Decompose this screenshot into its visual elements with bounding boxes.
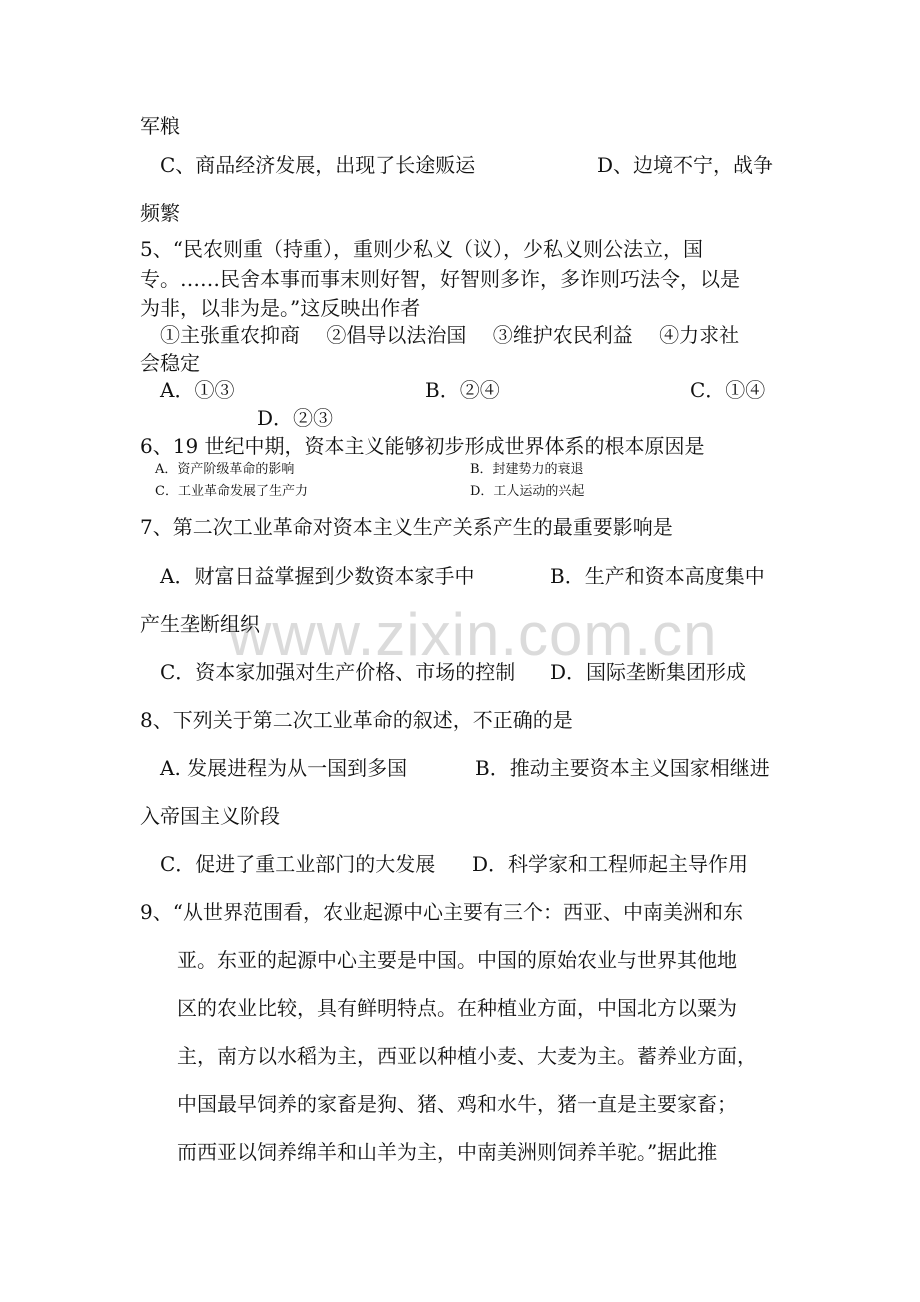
q5-stem-1: 5、“民农则重（持重），重则少私义（议），少私义则公法立，国 — [140, 237, 703, 261]
q8-stem: 8、下列关于第二次工业革命的叙述，不正确的是 — [140, 708, 573, 732]
q9-line: 中国最早饲养的家畜是狗、猪、鸡和水牛，猪一直是主要家畜； — [177, 1092, 737, 1116]
q4-continuation: 军粮 — [140, 114, 180, 138]
q5-option-a: A．①③ — [160, 378, 235, 402]
q8-option-d: D．科学家和工程师起主导作用 — [472, 852, 749, 876]
q7-option-a: A．财富日益掌握到少数资本家手中 — [160, 564, 475, 588]
q9-line: 而西亚以饲养绵羊和山羊为主，中南美洲则饲养羊驼。”据此推 — [177, 1140, 718, 1164]
q8-option-c: C．促进了重工业部门的大发展 — [160, 852, 436, 876]
q8-option-a: A. 发展进程为从一国到多国 — [160, 756, 408, 780]
q5-items-cont: 会稳定 — [140, 351, 200, 375]
q6-stem: 6、19 世纪中期，资本主义能够初步形成世界体系的根本原因是 — [140, 434, 705, 458]
q4-option-c: C、商品经济发展，出现了长途贩运 — [160, 153, 476, 177]
q6-option-c: C．工业革命发展了生产力 — [155, 484, 308, 499]
q8-option-b: B．推动主要资本主义国家相继进 — [475, 756, 770, 780]
q7-option-b: B．生产和资本高度集中 — [550, 564, 765, 588]
q5-stem-3: 为非，以非为是。”这反映出作者 — [140, 296, 421, 320]
q4-option-d-cont: 频繁 — [140, 201, 180, 225]
q9-line: 主，南方以水稻为主，西亚以种植小麦、大麦为主。蓄养业方面， — [177, 1044, 757, 1068]
q5-option-c: C．①④ — [690, 378, 766, 402]
q9-line: 亚。东亚的起源中心主要是中国。中国的原始农业与世界其他地 — [177, 948, 737, 972]
q7-stem: 7、第二次工业革命对资本主义生产关系产生的最重要影响是 — [140, 515, 673, 539]
q4-option-d: D、边境不宁，战争 — [597, 153, 774, 177]
q9-line: 9、“从世界范围看，农业起源中心主要有三个：西亚、中南美洲和东 — [140, 900, 743, 924]
q5-items: ①主张重农抑商 ②倡导以法治国 ③维护农民利益 ④力求社 — [160, 323, 740, 347]
q5-stem-2: 专。……民舍本事而事末则好智，好智则多诈，多诈则巧法令，以是 — [140, 267, 740, 291]
q6-option-b: B．封建势力的衰退 — [470, 462, 584, 477]
q7-option-c: C．资本家加强对生产价格、市场的控制 — [160, 660, 516, 684]
q6-option-d: D．工人运动的兴起 — [470, 484, 585, 499]
q9-line: 区的农业比较，具有鲜明特点。在种植业方面，中国北方以粟为 — [177, 996, 737, 1020]
watermark: www.zixin.com.cn — [228, 601, 718, 668]
q5-option-d: D．②③ — [257, 406, 334, 430]
q5-option-b: B．②④ — [425, 378, 500, 402]
q7-option-b-cont: 产生垄断组织 — [140, 612, 260, 636]
q7-option-d: D．国际垄断集团形成 — [550, 660, 747, 684]
q6-option-a: A．资产阶级革命的影响 — [155, 462, 295, 477]
q8-option-b-cont: 入帝国主义阶段 — [140, 804, 280, 828]
